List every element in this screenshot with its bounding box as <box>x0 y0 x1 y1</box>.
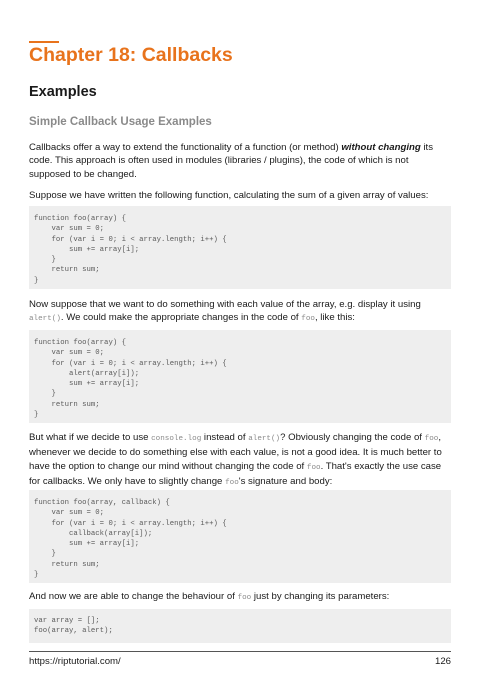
inline-code-console-log: console.log <box>151 435 202 443</box>
code-block-sum <box>29 206 451 289</box>
page-number: 126 <box>434 656 451 667</box>
code-block-sum-text: function foo(array) { var sum = 0; for (var i = 0; i < array.length; i++) { sum += array[i]; } return sum; } <box>34 215 227 285</box>
alert-text-c: , like this: <box>314 312 355 324</box>
section-heading: Examples <box>29 84 97 100</box>
alert-text-b: . We could make the appropriate changes in the code of <box>60 312 302 324</box>
intro-text-c: its code. This approach is often used in modules (libraries / plugins), the code of which is not supposed to be changed. <box>29 142 433 180</box>
code-block-usage-text: var array = []; foo(array, alert); <box>34 617 113 636</box>
chapter-title: Chapter 18: Callbacks <box>29 44 233 66</box>
chapter-accent-rule <box>29 41 59 43</box>
footer-rule <box>29 651 451 652</box>
inline-code-alert: alert() <box>29 315 61 324</box>
alert-paragraph <box>29 298 451 327</box>
callback-text-a: But what if we decide to use <box>29 432 152 443</box>
callback-text-f: 's signature and body: <box>238 476 333 488</box>
behaviour-paragraph <box>29 590 451 605</box>
intro-emphasis: without changing <box>341 142 421 153</box>
code-block-callback <box>29 490 451 583</box>
callback-text-e: . That's exactly the use case for callbacks. We only have to slightly change <box>29 460 442 488</box>
intro-paragraph <box>29 141 451 181</box>
code-block-alert-text: function foo(array) { var sum = 0; for (var i = 0; i < array.length; i++) { alert(array[i]); sum += array[i]; } return sum; } <box>34 339 227 420</box>
document-page <box>29 0 451 679</box>
inline-code-foo: foo <box>237 594 252 602</box>
inline-code-foo: foo <box>424 435 439 443</box>
code-block-usage <box>29 609 451 643</box>
callback-text-c: ? Obviously changing the code of <box>280 432 425 443</box>
subsection-heading: Simple Callback Usage Examples <box>29 116 212 128</box>
code-block-alert <box>29 330 451 423</box>
alert-text-a: Now suppose that we want to do something with each value of the array, e.g. display it using <box>29 299 421 310</box>
callback-text-d: , whenever we decide to do something else with each value, is not a good idea. It is much better to have the option to change our mind without changing the code of <box>29 432 442 472</box>
inline-code-foo: foo <box>301 315 315 324</box>
inline-code-foo: foo <box>225 479 239 488</box>
inline-code-alert: alert() <box>248 435 281 443</box>
callback-text-b: instead of <box>201 432 249 443</box>
footer-url[interactable]: https://riptutorial.com/ <box>29 656 121 667</box>
inline-code-foo: foo <box>306 463 321 472</box>
suppose-paragraph: Suppose we have written the following function, calculating the sum of a given array of values: <box>29 190 429 201</box>
behaviour-text-b: just by changing its parameters: <box>251 591 390 602</box>
behaviour-text-a: And now we are able to change the behaviour of <box>29 591 238 602</box>
callback-paragraph <box>29 431 451 491</box>
code-block-callback-text: function foo(array, callback) { var sum = 0; for (var i = 0; i < array.length; i++) { callback(array[i]); sum += array[i]; } return sum; } <box>34 499 227 580</box>
intro-text-a: Callbacks offer a way to extend the functionality of a function (or method) <box>29 142 342 153</box>
